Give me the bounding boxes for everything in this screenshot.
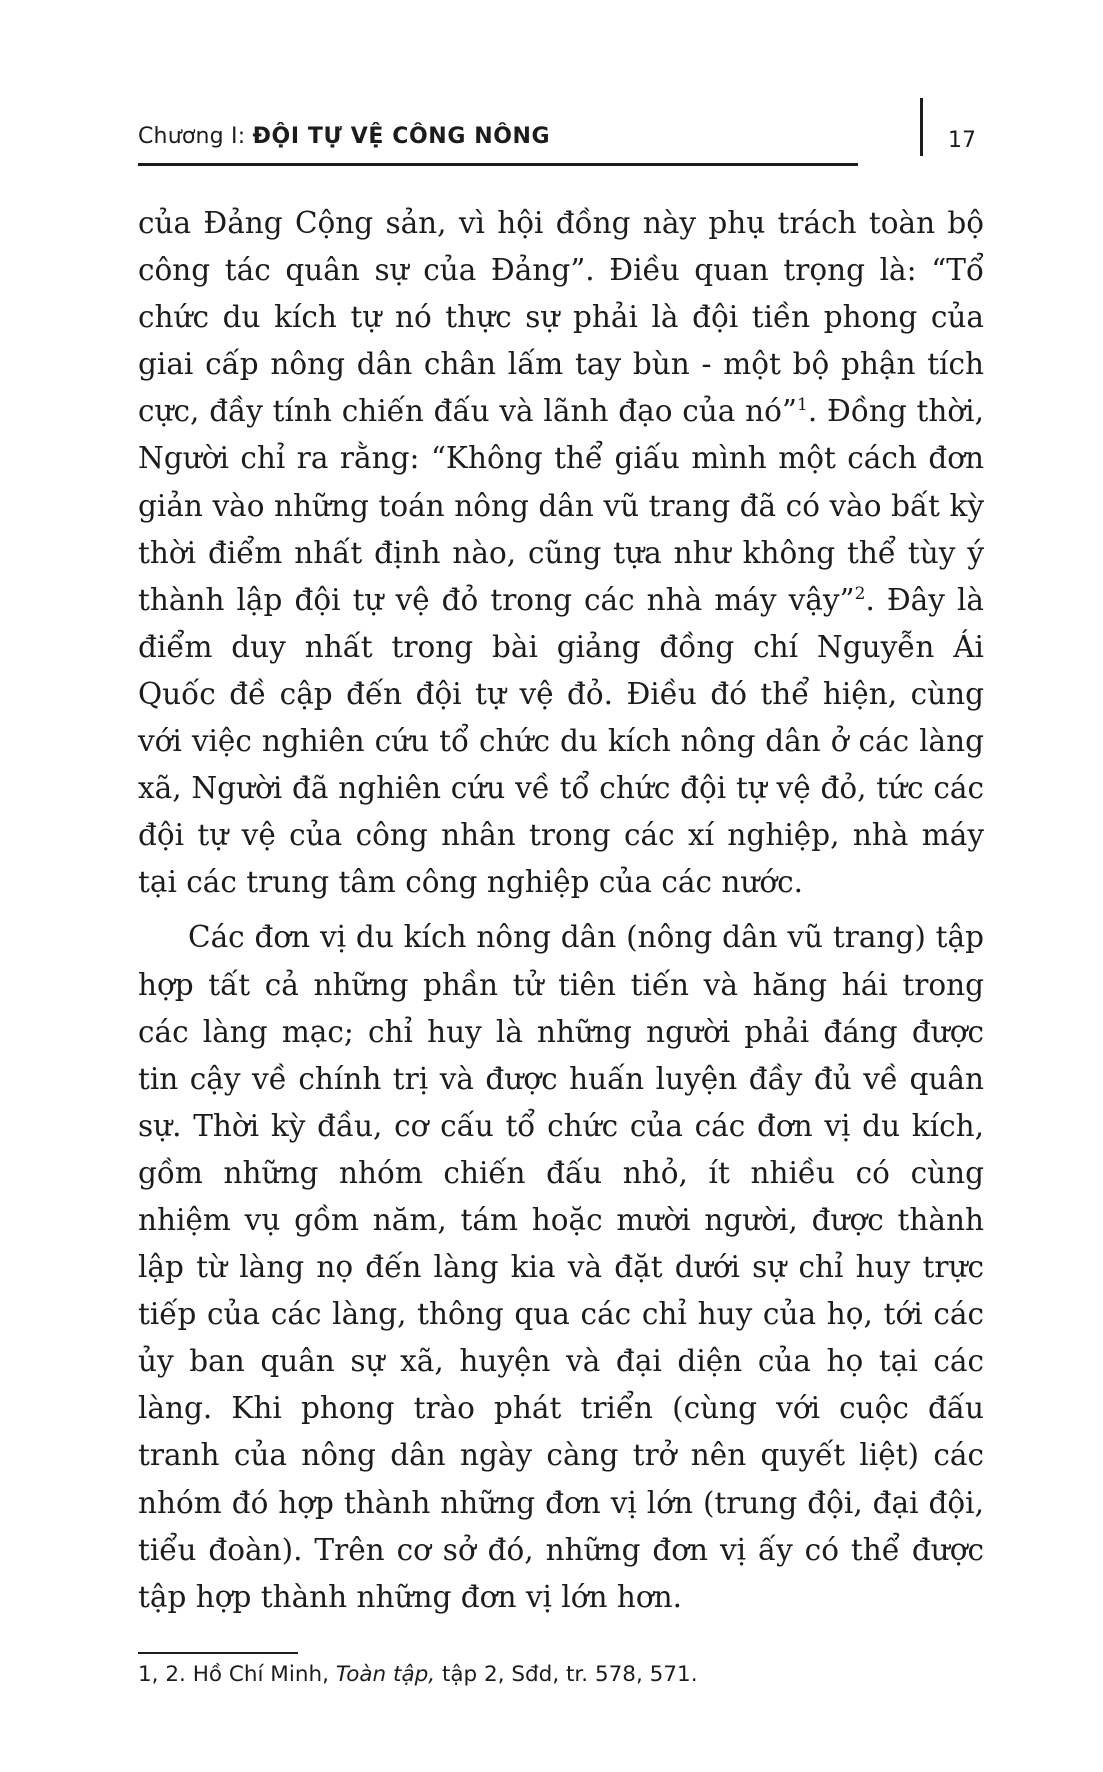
running-head [138,124,550,149]
paragraph-1 [138,200,984,906]
paragraph-1-part-2: . Đồng thời, Người chỉ ra rằng: “Không thể giấu mình một cách đơn giản vào những toán nông dân vũ trang đã có vào bất kỳ thời điểm nhất định nào, cũng tựa như không thể tùy ý thành lập đội tự vệ đỏ trong các nhà máy vậy” [138,394,984,617]
footnote-ref-1: 1 [797,395,808,416]
paragraph-1-part-3: . Đây là điểm duy nhất trong bài giảng đồng chí Nguyễn Ái Quốc đề cập đến đội tự vệ đỏ. Điều đó thể hiện, cùng với việc nghiên cứu tổ chức du kích nông dân ở các làng xã, Người đã nghiên cứu về tổ chức đội tự vệ đỏ, tức các đội tự vệ của công nhân trong các xí nghiệp, nhà máy tại các trung tâm công nghiệp của các nước. [138,582,985,900]
chapter-title: ĐỘI TỰ VỆ CÔNG NÔNG [252,124,551,149]
footnote [138,1660,698,1690]
paragraph-2: Các đơn vị du kích nông dân (nông dân vũ trang) tập hợp tất cả những phần tử tiên tiến và hăng hái trong các làng mạc; chỉ huy là những người phải đáng được tin cậy về chính trị và được huấn luyện đầy đủ về quân sự. Thời kỳ đầu, cơ cấu tổ chức của các đơn vị du kích, gồm những nhóm chiến đấu nhỏ, ít nhiều có cùng nhiệm vụ gồm năm, tám hoặc mười người, được thành lập từ làng nọ đến làng kia và đặt dưới sự chỉ huy trực tiếp của các làng, thông qua các chỉ huy của họ, tới các ủy ban quân sự xã, huyện và đại diện của họ tại các làng. Khi phong trào phát triển (cùng với cuộc đấu tranh của nông dân ngày càng trở nên quyết liệt) các nhóm đó hợp thành những đơn vị lớn (trung đội, đại đội, tiểu đoàn). Trên cơ sở đó, những đơn vị ấy có thể được tập hợp thành những đơn vị lớn hơn. [138,920,984,1614]
page-number: 17 [948,128,976,153]
chapter-prefix: Chương I: [138,124,253,149]
footnote-prefix: 1, 2. Hồ Chí Minh, [138,1662,336,1687]
paragraph-1-part-1: của Đảng Cộng sản, vì hội đồng này phụ trách toàn bộ công tác quân sự của Đảng”. Điều quan trọng là: “Tổ chức du kích tự nó thực sự phải là đội tiền phong của giai cấp nông dân chân lấm tay bùn - một bộ phận tích cực, đầy tính chiến đấu và lãnh đạo của nó” [138,206,984,429]
body-text [138,200,984,1621]
footnote-rule [138,1652,298,1654]
header-rule [138,163,858,166]
footnote-book-title: Toàn tập, [335,1662,436,1687]
footnote-suffix: tập 2, Sđd, tr. 578, 571. [435,1662,698,1687]
footnote-ref-2: 2 [854,583,866,604]
header-vertical-bar [920,98,923,156]
